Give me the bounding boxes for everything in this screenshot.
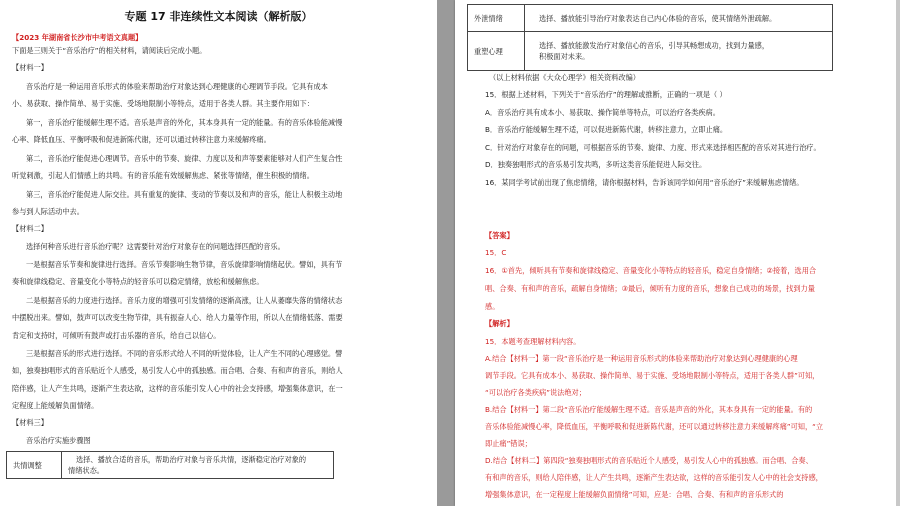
table-row <box>468 5 833 32</box>
answer-15: 15．C <box>485 248 507 257</box>
option-d: D．独奏独唱形式的音乐易引发共鸣，多听这类音乐能促进人际交往。 <box>485 160 707 169</box>
table-cell-label: 重塑心理 <box>468 32 525 71</box>
option-c: C．针对治疗对象存在的问题，可根据音乐的节奏、旋律、力度、形式来选择相匹配的音乐对其进行治疗。 <box>485 143 821 152</box>
material-1-heading: 【材料一】 <box>12 63 48 72</box>
material-1-line: 第一，音乐治疗能缓解生理不适。音乐是声音的外化，其本身具有一定的能量。有的音乐体验能减慢 <box>26 118 343 127</box>
table-row <box>7 452 334 479</box>
material-1-line: 第二，音乐治疗能促进心理调节。音乐中的节奏、旋律、力度以及和声等要素能够对人们产生复合性 <box>26 154 343 163</box>
material-2-line: 肯定和支持时，可倾听有鼓声或打击乐器的音乐，给自己以信心。 <box>12 331 221 340</box>
material-1-line: 小、易获取、操作简单、易于实施、受场地限制小等特点，适用于各类人群。其主要作用如下： <box>12 99 314 108</box>
analysis-line: 即止痛”错误； <box>485 439 532 448</box>
material-2-line: 陪伴感，让人产生共鸣，逐渐产生表达欲，这样的音乐能引发人心中的社会支持感，增强集体意识，在一 <box>12 384 343 393</box>
material-2-line: 选择何种音乐进行音乐治疗呢？这需要针对治疗对象存在的问题选择匹配的音乐。 <box>26 242 285 251</box>
material-2-line: 一是根据音乐节奏和旋律进行选择。音乐节奏影响生物节律，音乐旋律影响情绪起伏。譬如，具有节 <box>26 260 343 269</box>
material-3-heading: 【材料三】 <box>12 418 48 427</box>
material-1-line: 听觉刺激，引起人们情感上的共鸣。有的音乐能有效缓解焦虑、紧张等情绪，催生积极的情绪。 <box>12 171 314 180</box>
answer-16-line: 唱、合奏、有和声的音乐，疏解自身情绪；③最后，倾听有力度的音乐，想象自己成功的场景，找到力量 <box>485 284 815 293</box>
steps-table-part-1 <box>6 451 334 479</box>
table-cell-text <box>62 452 334 479</box>
analysis-line: D.结合【材料二】第四段“独奏独唱形式的音乐贴近个人感受，易引发人心中的孤独感。而合唱、合奏、 <box>485 456 813 465</box>
table-source-note: （以上材料依据《大众心理学》相关资料改编） <box>489 73 640 82</box>
page-gap <box>437 0 455 506</box>
vertical-scrollbar[interactable] <box>896 0 900 506</box>
analysis-line: 有和声的音乐，则给人陪伴感，让人产生共鸣，逐渐产生表达欲，这样的音乐能引发人心中的社会支持感， <box>485 473 823 482</box>
table-cell-line: 选择、播放能引导治疗对象表达自己内心体验的音乐，使其情绪外泄疏解。 <box>539 13 777 23</box>
table-cell-text <box>525 32 833 71</box>
analysis-line: A.结合【材料一】第一段“音乐治疗是一种运用音乐形式的体验来帮助治疗对象达到心理健康的心理 <box>485 354 798 363</box>
option-a: A．音乐治疗具有成本小、易获取、操作简单等特点，可以治疗各类疾病。 <box>485 108 720 117</box>
table-row <box>468 32 833 71</box>
document-title: 专题 17 非连续性文本阅读（解析版） <box>124 10 313 23</box>
table-cell-text <box>525 5 833 32</box>
material-2-line: 如，独奏独唱形式的音乐贴近个人感受，易引发人心中的孤独感。而合唱、合奏、有和声的音乐，则给人 <box>12 366 343 375</box>
analysis-heading: 【解析】 <box>485 319 514 328</box>
material-2-line: 二是根据音乐的力度进行选择。音乐力度的增强可引发情绪的逐渐高涨，让人从萎靡失落的情绪状态 <box>26 296 343 305</box>
answer-16-line: 16．①首先，倾听具有节奏和旋律线稳定、音量变化小等特点的轻音乐，稳定自身情绪；②接着，选用合 <box>485 266 817 275</box>
analysis-line: B.结合【材料一】第二段“音乐治疗能缓解生理不适。音乐是声音的外化，其本身具有一定的能量。有的 <box>485 405 813 414</box>
table-cell-line: 积极面对未来。 <box>539 52 590 61</box>
material-1-line: 参与到人际活动中去。 <box>12 207 84 216</box>
question-16: 16．某同学考试前出现了焦虑情绪，请你根据材料，告诉该同学如何用“音乐治疗”来缓解焦虑情绪。 <box>485 178 804 187</box>
option-b: B．音乐治疗能缓解生理不适，可以促进新陈代谢，转移注意力，立即止痛。 <box>485 125 728 134</box>
material-2-heading: 【材料二】 <box>12 224 48 233</box>
table-cell-label: 外泄情绪 <box>468 5 525 32</box>
material-1-line: 心率、降低血压、平衡呼吸和促进新陈代谢，还可以通过转移注意力来缓解疼痛。 <box>12 135 271 144</box>
table-cell-line: 情绪状态。 <box>68 466 104 475</box>
table-cell-label: 共情调整 <box>7 452 62 479</box>
material-1-line: 音乐治疗是一种运用音乐形式的体验来帮助治疗对象达到心理健康的心理调节手段。它具有成本 <box>26 82 328 91</box>
question-15: 15．根据上述材料，下列关于“音乐治疗”的理解或推断，正确的一项是（ ） <box>485 90 727 99</box>
table-cell-line: 选择、播放能激发治疗对象信心的音乐，引导其畅想成功，找到力量感， <box>539 41 770 50</box>
material-2-line: 定程度上能缓解负面情绪。 <box>12 401 99 410</box>
material-2-line: 中摆脱出来。譬如，鼓声可以改变生物节律，具有振奋人心、给人力量等作用，所以人在情绪低落、需要 <box>12 313 343 322</box>
analysis-line: 调节手段。它具有成本小、易获取、操作简单、易于实施、受场地限制小等特点，适用于各类人群”可知， <box>485 371 820 380</box>
answer-16-line: 感。 <box>485 302 500 311</box>
material-2-line: 奏和旋律线稳定、音量变化小等特点的轻音乐可以稳定情绪，放松和缓解焦虑。 <box>12 277 264 286</box>
intro-text: 下面是三则关于“音乐治疗”的相关材料，请阅读后完成小题。 <box>12 46 207 55</box>
answer-heading: 【答案】 <box>485 231 514 240</box>
analysis-line: “可以治疗各类疾病”说法绝对； <box>485 388 586 397</box>
left-document-page <box>0 0 437 506</box>
source-label: 【2023 年湖南省长沙市中考语文真题】 <box>12 33 143 42</box>
right-document-page <box>455 0 900 506</box>
analysis-line: 音乐体验能减慢心率，降低血压，平衡呼吸和促进新陈代谢，还可以通过转移注意力来缓解疼痛”可知，“立 <box>485 422 824 431</box>
table-cell-line: 选择、播放合适的音乐，帮助治疗对象与音乐共情，逐渐稳定治疗对象的 <box>76 455 307 464</box>
steps-table-part-2 <box>467 4 833 71</box>
analysis-line: 15．本题考查理解材料内容。 <box>485 337 581 346</box>
table-caption: 音乐治疗实施步骤图 <box>26 436 91 445</box>
material-1-line: 第三，音乐治疗能促进人际交往。具有重复的旋律、变动的节奏以及和声的音乐，能让人积极主动地 <box>26 190 343 199</box>
material-2-line: 三是根据音乐的形式进行选择。不同的音乐形式给人不同的听觉体验，让人产生不同的心理感觉。譬 <box>26 349 343 358</box>
analysis-line: 增强集体意识，在一定程度上能缓解负面情绪”可知，应是：合唱、合奏、有和声的音乐形式的 <box>485 490 784 499</box>
